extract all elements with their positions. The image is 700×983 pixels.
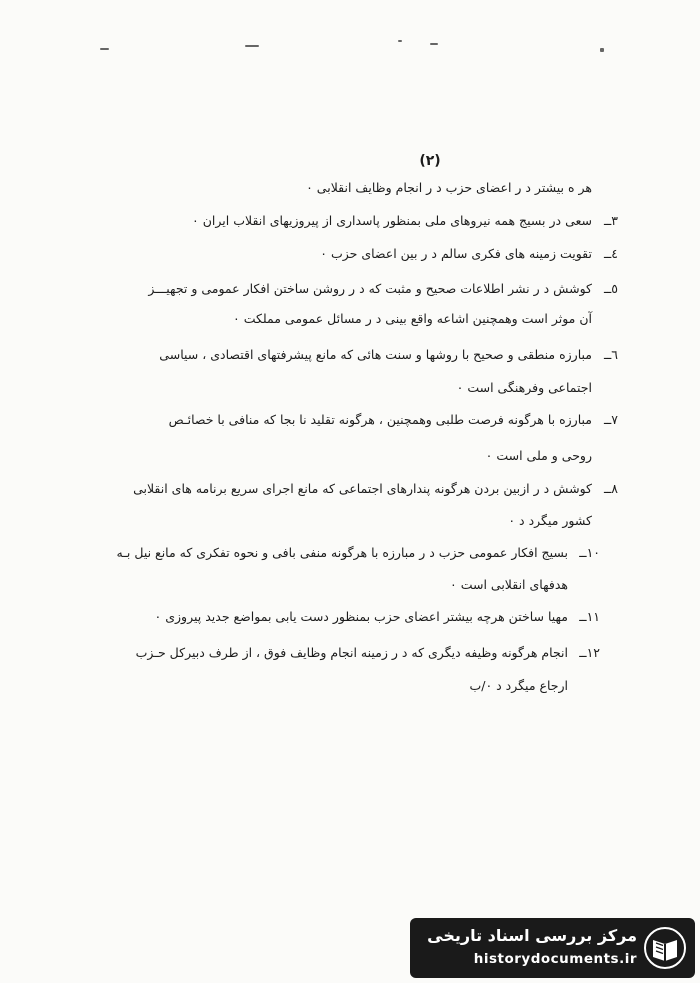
document-line: روحی و ملی است ۰ bbox=[485, 448, 592, 463]
watermark-title: مرکز بررسی اسناد تاریخی bbox=[427, 926, 637, 945]
document-line: بسیج افکار عمومی حزب د ر مبارزه با هرگونه منفی بافی و نحوه تفکری که مانع نیل بـه bbox=[116, 545, 568, 560]
document-line: کوشش د ر نشر اطلاعات صحیح و مثبت که د ر روشن ساختن افکار عمومی و تجهیـــز bbox=[148, 281, 592, 296]
item-number: ۱۱ــ bbox=[579, 609, 600, 624]
document-line: هدفهای انقلابی است ۰ bbox=[450, 577, 568, 592]
document-line: اجتماعی وفرهنگی است ۰ bbox=[456, 380, 592, 395]
item-number: ۷ــ bbox=[603, 412, 618, 427]
watermark-badge bbox=[410, 918, 695, 978]
document-line: مهیا ساختن هرچه بیشتر اعضای حزب بمنظور دست یابی بمواضع جدید پیروزی ۰ bbox=[154, 609, 568, 624]
document-line: مبارزه منطقی و صحیح با روشها و سنت هائی که مانع پیشرفتهای اقتصادی ، سیاسی bbox=[159, 347, 592, 362]
document-line: مبارزه با هرگونه فرصت طلبی وهمچنین ، هرگونه تقلید نا بجا که منافی با خصائـص bbox=[168, 412, 592, 427]
scan-mark bbox=[430, 43, 438, 45]
document-line: آن موثر است وهمچنین اشاعه واقع بینی د ر مسائل عمومی مملکت ۰ bbox=[233, 311, 592, 326]
document-line: کوشش د ر ازبین بردن هرگونه پندارهای اجتماعی که مانع اجرای سریع برنامه های انقلابی bbox=[133, 481, 592, 496]
open-book-logo-icon bbox=[643, 926, 687, 970]
scan-mark bbox=[100, 48, 109, 50]
scan-mark bbox=[600, 48, 604, 52]
item-number: ۱۰ــ bbox=[579, 545, 600, 560]
scan-mark bbox=[245, 45, 259, 47]
item-number: ٤ــ bbox=[603, 246, 618, 261]
scan-mark bbox=[398, 40, 402, 42]
document-line: تقویت زمینه های فکری سالم د ر بین اعضای حزب ۰ bbox=[320, 246, 592, 261]
document-line: هر ه بیشتر د ر اعضای حزب د ر انجام وظایف انقلابی ۰ bbox=[306, 180, 592, 195]
item-number: ۳ــ bbox=[603, 213, 618, 228]
document-line: سعی در بسیج همه نیروهای ملی بمنظور پاسداری از پیروزیهای انقلاب ایران ۰ bbox=[192, 213, 592, 228]
document-line: ارجاع میگرد د ۰/ب bbox=[469, 678, 568, 693]
item-number: ۱۲ــ bbox=[579, 645, 600, 660]
item-number: ٦ــ bbox=[603, 347, 618, 362]
page-number: (۲) bbox=[419, 153, 441, 169]
watermark-url: historydocuments.ir bbox=[473, 951, 637, 967]
document-line: انجام هرگونه وظیفه دیگری که د ر زمینه انجام وظایف فوق ، از طرف دبیرکل حـزب bbox=[135, 645, 568, 660]
item-number: ۸ــ bbox=[603, 481, 618, 496]
item-number: ٥ــ bbox=[603, 281, 618, 296]
document-line: کشور میگرد د ۰ bbox=[508, 513, 592, 528]
